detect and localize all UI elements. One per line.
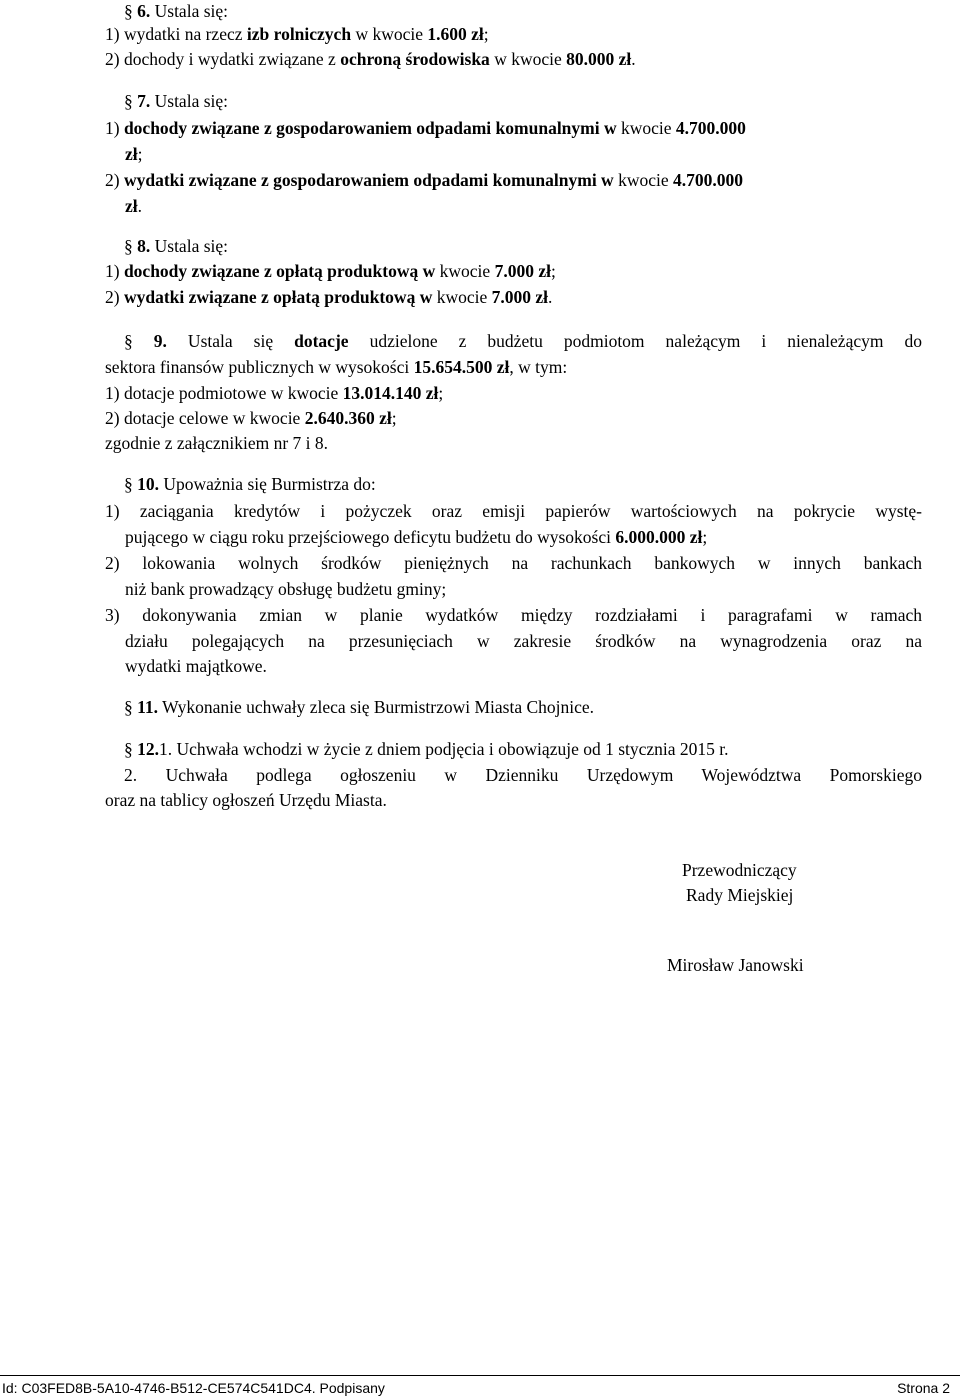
section-10-item-3-line-3: wydatki majątkowe. <box>125 656 267 676</box>
section-10-item-2-line-2: niż bank prowadzący obsługę budżetu gminy; <box>125 579 447 599</box>
section-9-line-1: § 9. Ustala się dotacje udzielone z budżetu podmiotom należącym i nienależącym do <box>124 331 922 351</box>
section-9-item-1: 1) dotacje podmiotowe w kwocie 13.014.140 zł; <box>105 383 444 403</box>
section-11: § 11. Wykonanie uchwały zleca się Burmistrzowi Miasta Chojnice. <box>124 697 595 717</box>
section-7-item-1-cont: zł; <box>125 144 143 164</box>
signature-role-line-1: Przewodniczący <box>682 860 797 880</box>
section-9-item-2: 2) dotacje celowe w kwocie 2.640.360 zł; <box>105 408 397 428</box>
section-symbol: § <box>124 697 138 717</box>
section-7-item-1: 1) dochody związane z gospodarowaniem odpadami komunalnymi w kwocie 4.700.000 <box>105 118 746 138</box>
section-symbol: § <box>124 331 154 351</box>
section-10-item-3-line-2: działu polegających na przesunięciach w zakresie środków na wynagrodzenia oraz na <box>125 631 922 651</box>
section-12-para-1: § 12.1. Uchwała wchodzi w życie z dniem podjęcia i obowiązuje od 1 stycznia 2015 r. <box>124 739 729 759</box>
section-9-line-2: sektora finansów publicznych w wysokości 15.654.500 zł, w tym: <box>105 357 568 377</box>
section-8-item-2: 2) wydatki związane z opłatą produktową w kwocie 7.000 zł. <box>105 287 553 307</box>
section-8-item-1: 1) dochody związane z opłatą produktową w kwocie 7.000 zł; <box>105 261 556 281</box>
section-symbol: § <box>124 1 138 21</box>
section-symbol: § <box>124 236 138 256</box>
section-10-item-3-line-1: 3) dokonywania zmian w planie wydatków między rozdziałami i paragrafami w ramach <box>105 605 922 625</box>
section-symbol: § <box>124 91 138 111</box>
document-id: Id: C03FED8B-5A10-4746-B512-CE574C541DC4. Podpisany <box>2 1380 385 1396</box>
section-10-item-1-line-1: 1) zaciągania kredytów i pożyczek oraz emisji papierów wartościowych na pokrycie wystę- <box>105 501 922 521</box>
section-12-para-2-line-2: oraz na tablicy ogłoszeń Urzędu Miasta. <box>105 790 387 810</box>
page-number: Strona 2 <box>897 1380 950 1396</box>
signature-role-line-2: Rady Miejskiej <box>686 885 794 905</box>
section-6-heading: § 6. Ustala się: <box>124 1 229 21</box>
section-8-heading: § 8. Ustala się: <box>124 236 229 256</box>
section-10-heading: § 10. Upoważnia się Burmistrza do: <box>124 474 376 494</box>
page-footer <box>0 1375 960 1397</box>
section-7-item-2: 2) wydatki związane z gospodarowaniem odpadami komunalnymi w kwocie 4.700.000 <box>105 170 743 190</box>
section-symbol: § <box>124 474 138 494</box>
section-6-item-2: 2) dochody i wydatki związane z ochroną środowiska w kwocie 80.000 zł. <box>105 49 636 69</box>
section-12-para-2-line-1: 2. Uchwała podlega ogłoszeniu w Dzienniku Urzędowym Województwa Pomorskiego <box>124 765 922 785</box>
section-10-item-1-line-2: pującego w ciągu roku przejściowego deficytu budżetu do wysokości 6.000.000 zł; <box>125 527 708 547</box>
section-9-line-5: zgodnie z załącznikiem nr 7 i 8. <box>105 433 329 453</box>
section-6-item-1: 1) wydatki na rzecz izb rolniczych w kwocie 1.600 zł; <box>105 24 489 44</box>
section-symbol: § <box>124 739 138 759</box>
section-7-item-2-cont: zł. <box>125 196 143 216</box>
section-7-heading: § 7. Ustala się: <box>124 91 229 111</box>
section-10-item-2-line-1: 2) lokowania wolnych środków pieniężnych na rachunkach bankowych w innych bankach <box>105 553 922 573</box>
signature-name: Mirosław Janowski <box>667 955 804 975</box>
